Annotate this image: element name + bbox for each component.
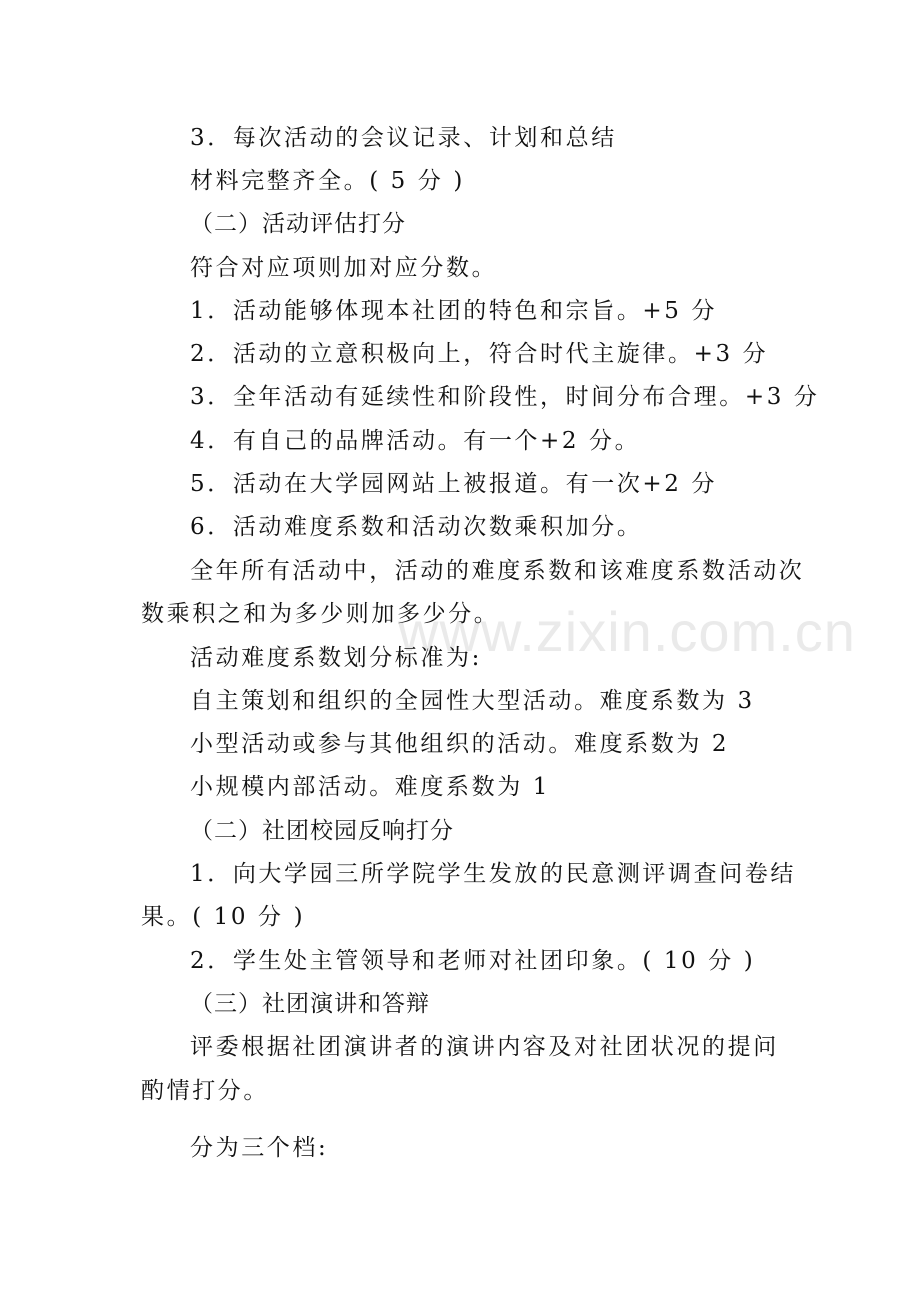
- list-item-5: 5．活动在大学园网站上被报道。有一次+2 分: [190, 471, 718, 497]
- paragraph-scoring-rule: 符合对应项则加对应分数。: [190, 255, 498, 281]
- list-item-3: 3．全年活动有延续性和阶段性，时间分布合理。+3 分: [190, 384, 820, 410]
- list-item-6: 6．活动难度系数和活动次数乘积加分。: [190, 514, 643, 540]
- list-item-survey: 1．向大学园三所学院学生发放的民意测评调查问卷结: [190, 861, 797, 887]
- list-item-4: 4．有自己的品牌活动。有一个+2 分。: [190, 428, 641, 454]
- section-heading-speech-defense: （三）社团演讲和答辩: [190, 991, 430, 1017]
- section-heading-campus-response: （二）社团校园反响打分: [190, 818, 454, 844]
- list-item-survey-cont: 果。( 10 分 ): [141, 904, 306, 930]
- paragraph-record-materials: 3．每次活动的会议记录、计划和总结: [190, 125, 617, 151]
- watermark: www.zixin.com.cn: [398, 600, 856, 663]
- paragraph-judges: 评委根据社团演讲者的演讲内容及对社团状况的提问: [190, 1034, 779, 1060]
- list-item-2: 2．活动的立意积极向上，符合时代主旋律。+3 分: [190, 341, 769, 367]
- list-item-leader-impression: 2．学生处主管领导和老师对社团印象。( 10 分 ): [190, 948, 756, 974]
- difficulty-level-2: 小型活动或参与其他组织的活动。难度系数为 2: [190, 731, 730, 757]
- paragraph-difficulty-sum-cont: 数乘积之和为多少则加多少分。: [141, 601, 500, 627]
- difficulty-level-1: 小规模内部活动。难度系数为 1: [190, 774, 550, 800]
- paragraph-record-materials-cont: 材料完整齐全。( 5 分 ): [190, 168, 465, 194]
- list-item-1: 1．活动能够体现本社团的特色和宗旨。+5 分: [190, 298, 718, 324]
- paragraph-difficulty-sum: 全年所有活动中，活动的难度系数和该难度系数活动次: [190, 558, 805, 584]
- paragraph-three-levels: 分为三个档:: [190, 1135, 329, 1161]
- section-heading-activity-scoring: （二）活动评估打分: [190, 211, 406, 237]
- paragraph-difficulty-standard: 活动难度系数划分标准为:: [190, 645, 482, 671]
- difficulty-level-3: 自主策划和组织的全园性大型活动。难度系数为 3: [190, 688, 755, 714]
- paragraph-judges-cont: 酌情打分。: [141, 1078, 269, 1104]
